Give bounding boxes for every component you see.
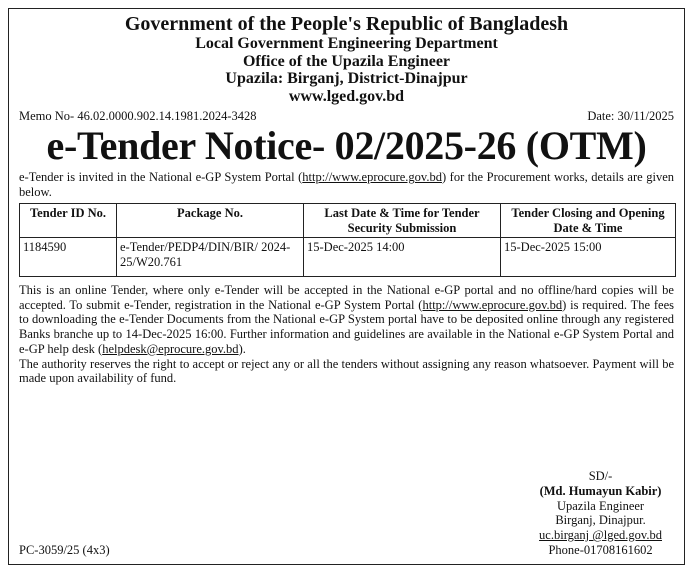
cell-tender-id: 1184590 bbox=[20, 237, 117, 276]
body-text-2: ) is required. The fees to downloading the e-Tender Documents from the National e-GP System portal have to be deposited online through any registered Banks branche up to 14-Dec-2025 16:00. Further information and guidelines are available in the National e-GP System Portal and e-GP help desk ( bbox=[19, 297, 674, 356]
header-closing-opening: Tender Closing and Opening Date & Time bbox=[501, 204, 676, 238]
header-tender-id: Tender ID No. bbox=[20, 204, 117, 238]
tender-notice-page bbox=[8, 8, 685, 565]
table-header-row bbox=[20, 204, 676, 238]
upazila-title: Upazila: Birganj, District-Dinajpur bbox=[225, 70, 468, 88]
cell-package-no: e-Tender/PEDP4/DIN/BIR/ 2024-25/W20.761 bbox=[117, 237, 304, 276]
signature-sd: SD/- bbox=[588, 469, 613, 483]
office-title: Office of the Upazila Engineer bbox=[242, 52, 451, 70]
cell-closing-opening: 15-Dec-2025 15:00 bbox=[501, 237, 676, 276]
helpdesk-email-link[interactable]: helpdesk@eprocure.gov.bd bbox=[102, 341, 239, 356]
memo-number: Memo No- 46.02.0000.902.14.1981.2024-3428 bbox=[19, 109, 257, 124]
website-link[interactable]: www.lged.gov.bd bbox=[288, 87, 405, 105]
body-text-3: ). bbox=[238, 341, 246, 356]
cell-security-submission: 15-Dec-2025 14:00 bbox=[304, 237, 501, 276]
eprocure-link[interactable]: http://www.eprocure.gov.bd bbox=[302, 170, 442, 185]
govt-title: Government of the People's Republic of Bangladesh bbox=[124, 13, 569, 35]
signatory-place: Birganj, Dinajpur. bbox=[555, 513, 646, 528]
signatory-name: (Md. Humayun Kabir) bbox=[539, 483, 662, 498]
signature-block bbox=[539, 469, 662, 558]
notice-date: Date: 30/11/2025 bbox=[587, 109, 674, 124]
body-text-4: The authority reserves the right to accept or reject any or all the tenders without assigning any reason whatsoever. Payment will be made upon availability of fund. bbox=[19, 356, 674, 386]
memo-row bbox=[19, 109, 674, 124]
intro-text-2: ) for the Procurement works, details are given below. bbox=[19, 170, 674, 199]
eprocure-link-2[interactable]: http://www.eprocure.gov.bd bbox=[422, 297, 563, 312]
tender-table bbox=[19, 203, 676, 277]
header-package-no: Package No. bbox=[117, 204, 304, 238]
signatory-email[interactable]: uc.birganj @lged.gov.bd bbox=[539, 528, 662, 542]
table-row bbox=[20, 237, 676, 276]
signatory-phone: Phone-01708161602 bbox=[548, 542, 653, 557]
header-security-submission: Last Date & Time for Tender Security Submission bbox=[304, 204, 501, 238]
pc-number: PC-3059/25 (4x3) bbox=[19, 543, 110, 557]
intro-text-1: e-Tender is invited in the National e-GP System Portal ( bbox=[19, 170, 303, 185]
department-title: Local Government Engineering Department bbox=[195, 35, 498, 52]
body-paragraph bbox=[19, 283, 674, 386]
body-text-1: This is an online Tender, where only e-Tender will be accepted in the National e-GP portal and no offline/hard copies will be accepted. To submit e-Tender, registration in the National e-GP System Portal ( bbox=[19, 282, 674, 312]
notice-title: e-Tender Notice- 02/2025-26 (OTM) bbox=[46, 123, 647, 169]
signatory-designation: Upazila Engineer bbox=[556, 498, 645, 513]
intro-paragraph bbox=[19, 170, 674, 199]
